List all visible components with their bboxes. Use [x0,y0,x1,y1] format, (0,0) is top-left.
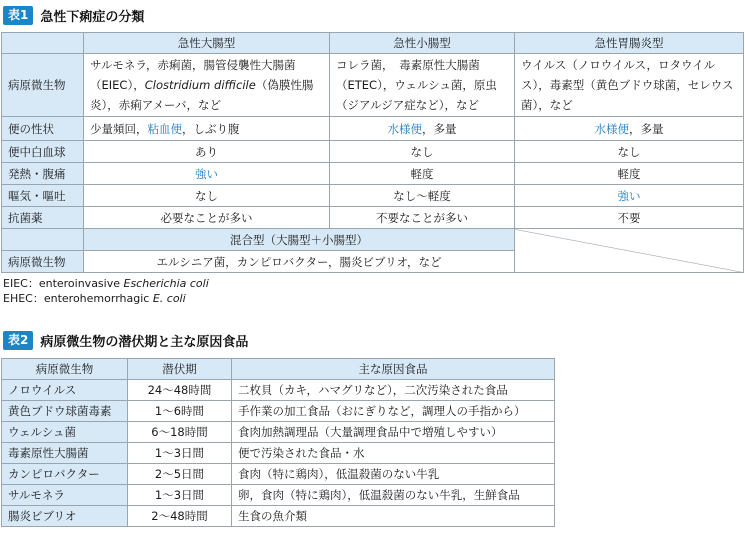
table2-caption [3,330,248,350]
incubation-period: 6～18時間 [128,422,232,443]
incubation-period: 2～48時間 [128,506,232,527]
cell-stool-gastro: 水様便，多量 [515,117,744,141]
row-label-fever: 発熱・腹痛 [2,163,84,185]
cell-pathogen-small: コレラ菌， 毒素原性大腸菌（ETEC），ウェルシュ菌，原虫（ジアルジア症など），など [330,54,515,117]
cell-wbc-large: あり [84,141,330,163]
cell-stool-small: 水様便，多量 [330,117,515,141]
cell-fever-small: 軽度 [330,163,515,185]
table-row [2,443,555,464]
row-label-pathogen: 病原微生物 [2,54,84,117]
table-row [2,485,555,506]
cell-mixed-pathogen: エルシニア菌，カンピロバクター，腸炎ビブリオ，など [84,251,515,273]
cell-pathogen-large: サルモネラ，赤痢菌，腸管侵襲性大腸菌（EIEC），Clostridium difficile（偽膜性腸炎），赤痢アメーバ，など [84,54,330,117]
pathogen-name: ウェルシュ菌 [2,422,128,443]
table-row [2,422,555,443]
pathogen-name: カンピロバクター [2,464,128,485]
mixed-type-header: 混合型（大腸型＋小腸型） [84,229,515,251]
table-row [2,464,555,485]
cell-antibiotics-large: 必要なことが多い [84,207,330,229]
row-label-wbc: 便中白血球 [2,141,84,163]
abbreviation-notes [3,276,209,306]
cell-wbc-small: なし [330,141,515,163]
t2-header-pathogen: 病原微生物 [2,359,128,380]
row-label-mixed-pathogen: 病原微生物 [2,251,84,273]
table2-badge: 表2 [3,331,33,350]
cell-antibiotics-gastro: 不要 [515,207,744,229]
cell-stool-large: 少量頻回，粘血便，しぶり腹 [84,117,330,141]
incubation-period: 1～3日間 [128,443,232,464]
source-foods: 手作業の加工食品（おにぎりなど，調理人の手指から） [232,401,555,422]
cell-fever-gastro: 軽度 [515,163,744,185]
incubation-food-table [1,358,555,527]
pathogen-name: サルモネラ [2,485,128,506]
t2-header-food: 主な原因食品 [232,359,555,380]
cell-fever-large: 強い [84,163,330,185]
table1-caption [3,5,144,25]
table1-corner-cell [2,33,84,54]
col-header-large-intestine: 急性大腸型 [84,33,330,54]
cell-antibiotics-small: 不要なことが多い [330,207,515,229]
col-header-gastroenteritis: 急性胃腸炎型 [515,33,744,54]
pathogen-name: ノロウイルス [2,380,128,401]
cell-wbc-gastro: なし [515,141,744,163]
table-row [2,506,555,527]
row-label-antibiotics: 抗菌薬 [2,207,84,229]
table2-title: 病原微生物の潜伏期と主な原因食品 [40,334,249,350]
note-ehec: EHEC：enterohemorrhagic E. coli [3,292,186,305]
source-foods: 便で汚染された食品・水 [232,443,555,464]
source-foods: 二枚貝（カキ，ハマグリなど），二次汚染された食品 [232,380,555,401]
diarrhea-classification-table [1,32,744,273]
source-foods: 生食の魚介類 [232,506,555,527]
col-header-small-intestine: 急性小腸型 [330,33,515,54]
table-row [2,380,555,401]
source-foods: 食肉加熱調理品（大量調理食品中で増殖しやすい） [232,422,555,443]
cell-nausea-gastro: 強い [515,185,744,207]
pathogen-name: 腸炎ビブリオ [2,506,128,527]
table1-badge: 表1 [3,6,33,25]
t2-header-incubation: 潜伏期 [128,359,232,380]
incubation-period: 1～6時間 [128,401,232,422]
table1-title: 急性下痢症の分類 [40,9,145,25]
incubation-period: 24～48時間 [128,380,232,401]
incubation-period: 2～5日間 [128,464,232,485]
incubation-period: 1～3日間 [128,485,232,506]
cell-nausea-large: なし [84,185,330,207]
source-foods: 卵，食肉（特に鶏肉），低温殺菌のない牛乳，生鮮食品 [232,485,555,506]
cell-pathogen-gastro: ウイルス（ノロウイルス，ロタウイルス），毒素型（黄色ブドウ球菌，セレウス菌），など [515,54,744,117]
mixed-corner-cell [2,229,84,251]
table-row [2,401,555,422]
row-label-stool: 便の性状 [2,117,84,141]
note-eiec: EIEC：enteroinvasive Escherichia coli [3,277,209,290]
pathogen-name: 黄色ブドウ球菌毒素 [2,401,128,422]
mixed-empty-diagonal-cell [515,229,744,273]
pathogen-name: 毒素原性大腸菌 [2,443,128,464]
cell-nausea-small: なし～軽度 [330,185,515,207]
row-label-nausea: 嘔気・嘔吐 [2,185,84,207]
source-foods: 食肉（特に鶏肉），低温殺菌のない牛乳 [232,464,555,485]
